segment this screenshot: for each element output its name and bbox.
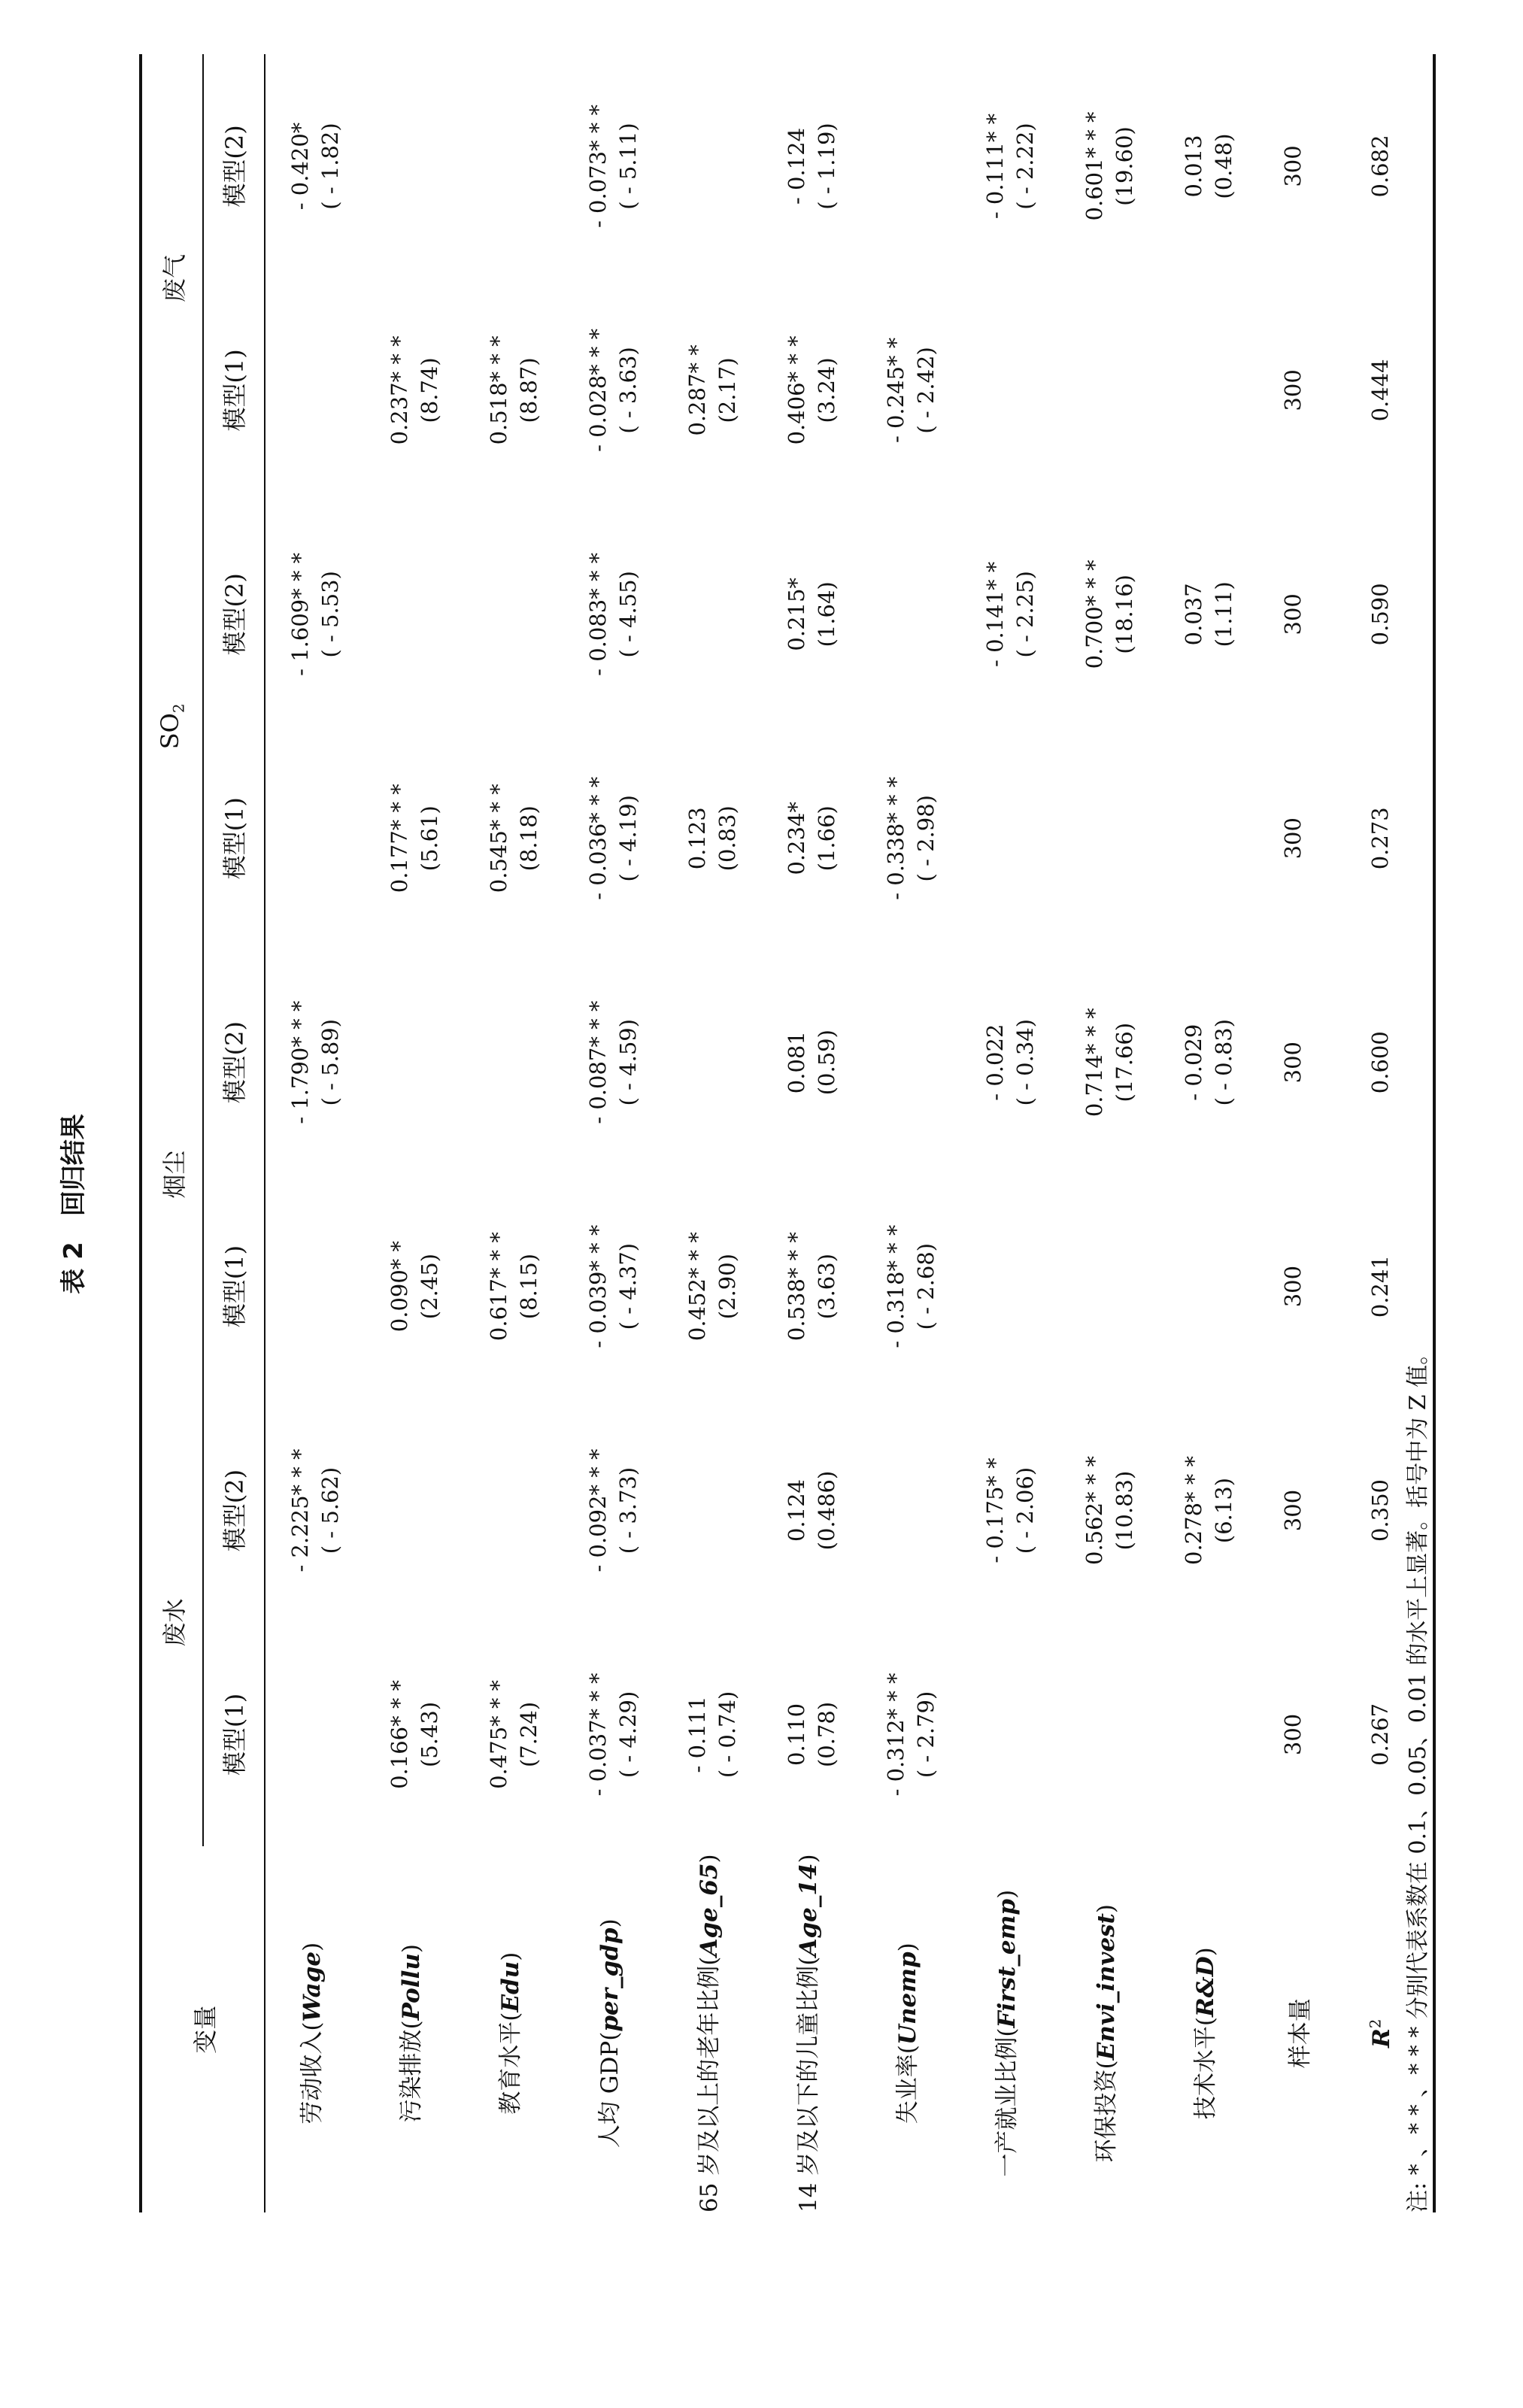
coefficient-cell — [960, 1175, 1060, 1399]
z-value: (1.64) — [814, 581, 839, 647]
model-header: 模型(2) — [220, 1021, 249, 1104]
coefficient-value: - 0.022 — [982, 1024, 1008, 1101]
variable-label-text: 劳动收入( — [299, 2021, 326, 2124]
variable-symbol: per_gdp — [596, 1927, 623, 2032]
coefficient-cell — [663, 502, 762, 726]
coefficient-cell — [1060, 54, 1159, 278]
coefficient-cell — [563, 54, 663, 278]
coefficient-cell — [762, 1175, 861, 1399]
variable-symbol: First_emp — [994, 1898, 1021, 2028]
coefficient-value: 0.617* * * — [486, 1232, 511, 1342]
model-header: 模型(1) — [220, 1693, 249, 1776]
z-value: (19.60) — [1112, 126, 1137, 206]
coefficient-cell — [365, 278, 464, 502]
model-header: 模型(2) — [220, 573, 249, 656]
variable-label-text: 65 岁及以上的老年比例( — [696, 1956, 723, 2212]
z-value: ( - 5.53) — [317, 571, 343, 658]
z-value: ( - 2.98) — [913, 795, 939, 882]
z-value: ( - 4.29) — [615, 1691, 641, 1779]
coefficient-value: 0.234* — [784, 801, 809, 875]
coefficient-cell — [663, 1622, 762, 1846]
coefficient-cell — [563, 502, 663, 726]
coefficient-cell — [464, 1399, 563, 1623]
coefficient-value: 0.090* * — [387, 1240, 412, 1333]
z-value: (3.24) — [814, 357, 839, 423]
z-value: (3.63) — [814, 1253, 839, 1320]
coefficient-value: - 0.083* * * — [585, 552, 611, 676]
model-header: 模型(1) — [220, 797, 249, 880]
coefficient-cell — [365, 502, 464, 726]
z-value: ( - 2.79) — [913, 1691, 939, 1779]
coefficient-cell — [365, 726, 464, 951]
table-row — [1159, 54, 1258, 2212]
so2-subscript: 2 — [169, 703, 188, 714]
z-value: (1.11) — [1211, 581, 1236, 647]
coefficient-value: - 0.175* * — [982, 1457, 1008, 1563]
coefficient-value: - 0.092* * * — [585, 1448, 611, 1572]
model-header: 模型(2) — [220, 125, 249, 208]
r2-cell: 0.273 — [1367, 807, 1393, 870]
coefficient-value: - 0.420* — [287, 122, 313, 211]
variable-symbol: R&D — [1192, 1956, 1219, 2018]
variable-label-close: ) — [795, 1854, 822, 1864]
coefficient-cell — [861, 1399, 960, 1623]
variable-label-close: ) — [299, 1942, 326, 1952]
sample-size-cell: 300 — [1280, 1265, 1306, 1308]
coefficient-cell — [563, 951, 663, 1175]
coefficient-value: 0.081 — [784, 1031, 809, 1094]
variable-label — [464, 1846, 563, 2212]
variable-label — [1159, 1846, 1258, 2212]
sample-size-cell: 300 — [1280, 1713, 1306, 1756]
z-value: (0.48) — [1211, 133, 1236, 199]
coefficient-cell — [563, 1175, 663, 1399]
coefficient-cell — [861, 502, 960, 726]
coefficient-value: - 0.073* * * — [585, 104, 611, 228]
variable-label — [960, 1846, 1060, 2212]
coefficient-value: - 2.225* * * — [287, 1448, 313, 1572]
coefficient-cell — [960, 502, 1060, 726]
table-row — [1060, 54, 1159, 2212]
coefficient-cell — [861, 726, 960, 951]
variable-label — [563, 1846, 663, 2212]
coefficient-value: - 0.338* * * — [883, 776, 909, 900]
z-value: (0.59) — [814, 1030, 839, 1096]
r2-cell: 0.590 — [1367, 583, 1393, 646]
coefficient-value: - 0.141* * — [982, 561, 1008, 667]
coefficient-cell — [960, 1622, 1060, 1846]
coefficient-cell — [464, 951, 563, 1175]
r2-cell: 0.267 — [1367, 1703, 1393, 1766]
r2-cell: 0.241 — [1367, 1255, 1393, 1318]
coefficient-cell — [265, 951, 365, 1175]
coefficient-cell — [365, 1399, 464, 1623]
coefficient-cell — [265, 1399, 365, 1623]
r2-symbol: R — [1368, 2028, 1395, 2048]
coefficient-cell — [861, 1622, 960, 1846]
so2-label: SO — [156, 713, 184, 750]
coefficient-cell — [861, 951, 960, 1175]
sample-size-cell: 300 — [1280, 817, 1306, 860]
variable-label-close: ) — [1192, 1947, 1219, 1957]
coefficient-value: 0.538* * * — [784, 1232, 809, 1342]
z-value: ( - 0.34) — [1012, 1018, 1038, 1106]
model-header: 模型(1) — [220, 1245, 249, 1328]
coefficient-value: - 0.111 — [684, 1696, 710, 1773]
table-row — [265, 54, 365, 2212]
coefficient-value: - 0.036* * * — [585, 776, 611, 900]
coefficient-cell — [1159, 1622, 1258, 1846]
variable-symbol: Envi_invest — [1093, 1913, 1120, 2061]
coefficient-cell — [265, 54, 365, 278]
z-value: (18.16) — [1112, 575, 1137, 654]
z-value: ( - 4.55) — [615, 571, 641, 658]
coefficient-cell — [464, 278, 563, 502]
group-header-dust: 烟尘 — [141, 951, 203, 1399]
coefficient-cell — [861, 54, 960, 278]
coefficient-cell — [960, 278, 1060, 502]
table-row — [464, 54, 563, 2212]
table-row — [762, 54, 861, 2212]
coefficient-cell — [1159, 502, 1258, 726]
group-header-waste-gas: 废气 — [141, 54, 203, 502]
coefficient-value: 0.166* * * — [387, 1679, 412, 1789]
variable-label-text: 污染排放( — [398, 2020, 425, 2123]
coefficient-value: - 0.037* * * — [585, 1673, 611, 1797]
sample-size-cell: 300 — [1280, 1489, 1306, 1532]
z-value: ( - 5.62) — [317, 1466, 343, 1554]
coefficient-value: 0.562* * * — [1082, 1456, 1107, 1565]
table-row — [563, 54, 663, 2212]
z-value: (2.45) — [417, 1253, 442, 1320]
z-value: ( - 2.68) — [913, 1242, 939, 1330]
coefficient-cell — [663, 54, 762, 278]
coefficient-cell — [563, 278, 663, 502]
coefficient-cell — [762, 951, 861, 1175]
coefficient-cell — [1159, 726, 1258, 951]
table-body — [265, 54, 1258, 2212]
z-value: (8.87) — [516, 357, 542, 423]
variable-header: 变量 — [191, 2005, 220, 2054]
coefficient-value: 0.177* * * — [387, 784, 412, 893]
z-value: ( - 1.19) — [814, 123, 839, 210]
coefficient-value: 0.123 — [684, 807, 710, 870]
z-value: (6.13) — [1211, 1477, 1236, 1544]
coefficient-cell — [762, 1622, 861, 1846]
coefficient-cell — [365, 54, 464, 278]
coefficient-value: 0.287* * — [684, 344, 710, 436]
variable-label-close: ) — [497, 1952, 524, 1961]
z-value: (0.78) — [814, 1701, 839, 1768]
r2-cell: 0.682 — [1367, 135, 1393, 198]
sample-row — [1258, 54, 1346, 2212]
table-note: 注: * 、* * 、* * * 分别代表系数在 0.1、0.05、0.01 的水平上显著。括号中为 Z 值。 — [1405, 1342, 1431, 2212]
coefficient-value: 0.406* * * — [784, 335, 809, 445]
coefficient-cell — [1159, 1399, 1258, 1623]
variable-symbol: Unemp — [894, 1952, 921, 2046]
z-value: (2.17) — [714, 357, 740, 423]
z-value: (0.486) — [814, 1470, 839, 1551]
variable-label-text: 失业率( — [894, 2045, 921, 2124]
sample-size-cell: 300 — [1280, 369, 1306, 411]
table-row — [960, 54, 1060, 2212]
z-value: (8.15) — [516, 1253, 542, 1320]
coefficient-cell — [960, 1399, 1060, 1623]
coefficient-cell — [663, 1175, 762, 1399]
coefficient-value: 0.037 — [1181, 583, 1206, 646]
variable-label-close: ) — [696, 1854, 723, 1864]
variable-label-close: ) — [1093, 1903, 1120, 1914]
coefficient-cell — [1060, 502, 1159, 726]
variable-label-text: 一产就业比例( — [994, 2027, 1021, 2177]
variable-label — [365, 1846, 464, 2212]
z-value: (2.90) — [714, 1253, 740, 1320]
sample-size-cell: 300 — [1280, 145, 1306, 187]
coefficient-cell — [663, 278, 762, 502]
coefficient-cell — [464, 726, 563, 951]
coefficient-cell — [265, 1622, 365, 1846]
coefficient-value: 0.714* * * — [1082, 1008, 1107, 1118]
coefficient-cell — [1060, 1399, 1159, 1623]
z-value: (0.83) — [714, 805, 740, 872]
coefficient-cell — [365, 1175, 464, 1399]
sample-size-cell: 300 — [1280, 1041, 1306, 1084]
coefficient-value: - 0.245* * — [883, 337, 909, 444]
coefficient-cell — [464, 1622, 563, 1846]
coefficient-cell — [861, 278, 960, 502]
coefficient-value: - 0.124 — [784, 127, 809, 205]
coefficient-cell — [1060, 726, 1159, 951]
coefficient-cell — [960, 726, 1060, 951]
coefficient-value: - 0.039* * * — [585, 1224, 611, 1348]
coefficient-cell — [365, 1622, 464, 1846]
coefficient-value: - 1.609* * * — [287, 552, 313, 676]
z-value: ( - 2.22) — [1012, 123, 1038, 210]
z-value: ( - 0.83) — [1211, 1018, 1236, 1106]
coefficient-cell — [464, 54, 563, 278]
variable-symbol: Wage — [299, 1951, 326, 2022]
coefficient-cell — [960, 54, 1060, 278]
coefficient-value: - 0.312* * * — [883, 1673, 909, 1797]
variable-label-text: 技术水平( — [1192, 2017, 1219, 2120]
variable-label-close: ) — [398, 1943, 425, 1954]
coefficient-cell — [1159, 54, 1258, 278]
z-value: ( - 4.37) — [615, 1242, 641, 1330]
coefficient-cell — [563, 726, 663, 951]
coefficient-cell — [861, 1175, 960, 1399]
coefficient-cell — [762, 726, 861, 951]
variable-label-close: ) — [596, 1918, 623, 1928]
variable-symbol: Age_65 — [696, 1863, 723, 1957]
coefficient-cell — [265, 1175, 365, 1399]
coefficient-cell — [762, 278, 861, 502]
variable-label-close: ) — [994, 1889, 1021, 1899]
coefficient-cell — [762, 502, 861, 726]
r2-cell: 0.444 — [1367, 359, 1393, 422]
coefficient-value: - 0.111* * — [982, 113, 1008, 220]
variable-label-text: 人均 GDP( — [596, 2031, 623, 2149]
coefficient-value: 0.452* * * — [684, 1232, 710, 1342]
z-value: ( - 0.74) — [714, 1691, 740, 1779]
coefficient-cell — [1159, 1175, 1258, 1399]
sample-size-cell: 300 — [1280, 593, 1306, 635]
coefficient-cell — [563, 1399, 663, 1623]
z-value: (8.74) — [417, 357, 442, 423]
z-value: (1.66) — [814, 805, 839, 872]
coefficient-value: 0.700* * * — [1082, 560, 1107, 669]
variable-label — [663, 1846, 762, 2212]
r2-superscript: 2 — [1366, 2018, 1385, 2029]
coefficient-value: 0.013 — [1181, 135, 1206, 198]
variable-label-text: 教育水平( — [497, 2012, 524, 2115]
variable-label-text: 14 岁及以下的儿童比例( — [795, 1956, 822, 2212]
variable-label-close: ) — [894, 1942, 921, 1952]
variable-label — [762, 1846, 861, 2212]
coefficient-value: - 0.028* * * — [585, 328, 611, 452]
z-value: (10.83) — [1112, 1470, 1137, 1551]
z-value: ( - 4.59) — [615, 1018, 641, 1106]
z-value: (8.18) — [516, 805, 542, 872]
regression-table — [139, 54, 1436, 2212]
variable-label — [861, 1846, 960, 2212]
variable-label — [1060, 1846, 1159, 2212]
variable-symbol: Age_14 — [795, 1863, 822, 1957]
z-value: ( - 1.82) — [317, 123, 343, 210]
variable-symbol: Pollu — [398, 1953, 425, 2021]
coefficient-cell — [762, 54, 861, 278]
z-value: (17.66) — [1112, 1022, 1137, 1102]
table-row — [663, 54, 762, 2212]
coefficient-value: - 0.318* * * — [883, 1224, 909, 1348]
coefficient-value: - 1.790* * * — [287, 1000, 313, 1124]
coefficient-value: - 0.029 — [1181, 1024, 1206, 1101]
coefficient-cell — [563, 1622, 663, 1846]
z-value: ( - 4.19) — [615, 795, 641, 882]
z-value: ( - 5.89) — [317, 1018, 343, 1106]
coefficient-cell — [1060, 951, 1159, 1175]
z-value: ( - 2.42) — [913, 347, 939, 434]
variable-symbol: Edu — [497, 1961, 524, 2012]
coefficient-cell — [265, 278, 365, 502]
coefficient-cell — [762, 1399, 861, 1623]
coefficient-cell — [1060, 278, 1159, 502]
group-header-wastewater: 废水 — [141, 1399, 203, 1847]
coefficient-value: 0.110 — [784, 1703, 809, 1766]
model-header: 模型(2) — [220, 1469, 249, 1552]
z-value: (5.43) — [417, 1701, 442, 1768]
coefficient-cell — [663, 1399, 762, 1623]
coefficient-cell — [663, 726, 762, 951]
coefficient-cell — [663, 951, 762, 1175]
z-value: ( - 3.73) — [615, 1466, 641, 1554]
coefficient-value: 0.278* * * — [1181, 1456, 1206, 1565]
coefficient-cell — [464, 1175, 563, 1399]
variable-label — [265, 1846, 365, 2212]
r2-cell: 0.600 — [1367, 1031, 1393, 1094]
coefficient-value: 0.237* * * — [387, 335, 412, 445]
z-value: ( - 2.06) — [1012, 1466, 1038, 1554]
r2-cell: 0.350 — [1367, 1479, 1393, 1542]
coefficient-value: 0.124 — [784, 1479, 809, 1542]
group-header-so2 — [141, 502, 203, 951]
coefficient-cell — [464, 502, 563, 726]
coefficient-value: 0.518* * * — [486, 335, 511, 445]
coefficient-value: - 0.087* * * — [585, 1000, 611, 1124]
coefficient-value: 0.545* * * — [486, 784, 511, 893]
coefficient-cell — [1060, 1622, 1159, 1846]
table-title: 表 2 回归结果 — [59, 1114, 89, 1294]
coefficient-cell — [960, 951, 1060, 1175]
z-value: (5.61) — [417, 805, 442, 872]
z-value: ( - 5.11) — [615, 123, 641, 210]
coefficient-cell — [365, 951, 464, 1175]
coefficient-value: 0.215* — [784, 578, 809, 651]
z-value: (7.24) — [516, 1701, 542, 1768]
variable-label-text: 环保投资( — [1093, 2060, 1120, 2163]
sample-label: 样本量 — [1287, 1998, 1314, 2069]
coefficient-value: 0.601* * * — [1082, 111, 1107, 221]
z-value: ( - 3.63) — [615, 347, 641, 434]
model-header: 模型(1) — [220, 349, 249, 432]
table-row — [365, 54, 464, 2212]
z-value: ( - 2.25) — [1012, 571, 1038, 658]
table-row — [861, 54, 960, 2212]
coefficient-cell — [1159, 951, 1258, 1175]
coefficient-cell — [1060, 1175, 1159, 1399]
coefficient-cell — [1159, 278, 1258, 502]
coefficient-cell — [265, 726, 365, 951]
coefficient-cell — [265, 502, 365, 726]
coefficient-value: 0.475* * * — [486, 1679, 511, 1789]
